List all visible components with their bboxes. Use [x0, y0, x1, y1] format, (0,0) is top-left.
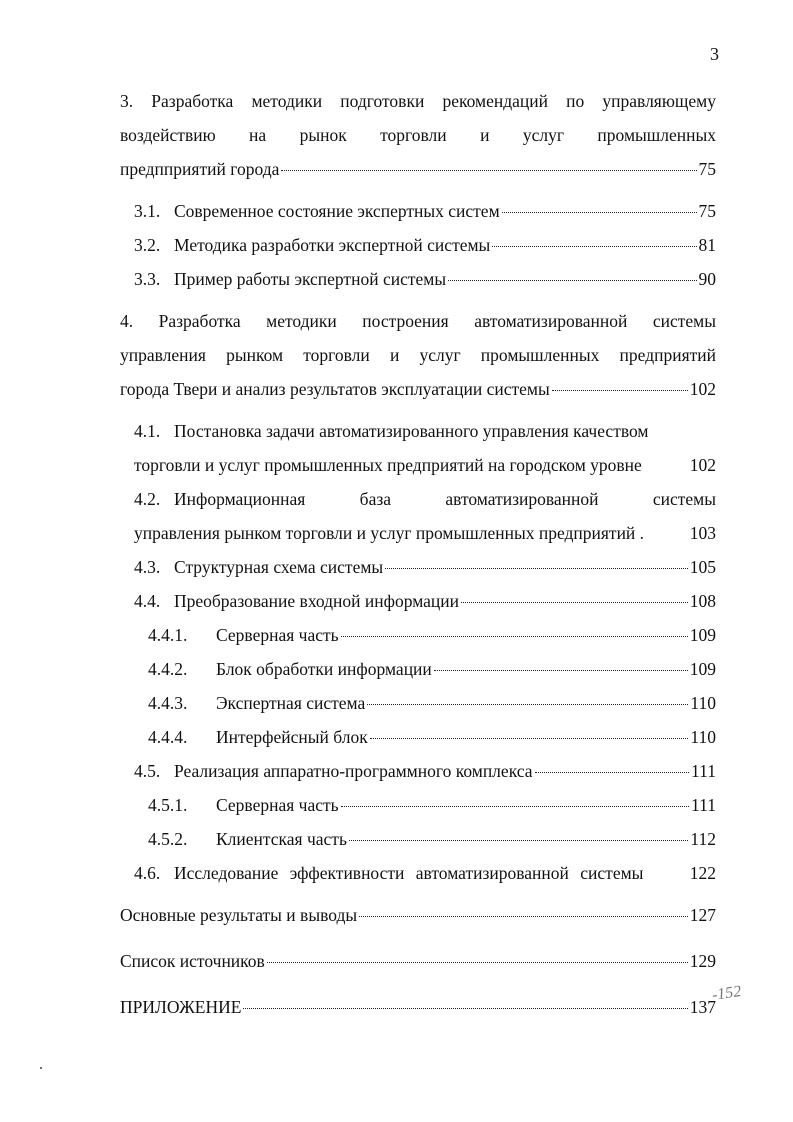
toc-section-3-1[interactable]: [120, 194, 716, 228]
toc-section-number: 4.4.3.: [148, 693, 188, 713]
toc-chapter-3-line3: предпприятий города: [120, 159, 280, 179]
toc-section-title: Серверная часть: [216, 795, 339, 815]
toc-section-4-6[interactable]: [120, 856, 716, 890]
toc-section-number: 4.4.4.: [148, 727, 188, 747]
toc-section-number: 4.5.2.: [148, 829, 188, 849]
toc-chapter-3-line1: 3. Разработка методики подготовки рекомендаций по управляющему: [120, 91, 716, 111]
toc-section-title-line1: Информационная база автоматизированной системы: [174, 489, 716, 509]
toc-subsection-4-5-1[interactable]: [120, 788, 716, 822]
toc-section-title: Структурная схема системы: [174, 557, 384, 577]
toc-page-number: 108: [689, 591, 716, 611]
toc-page-number: 109: [689, 625, 716, 645]
toc-section-number: 4.4.: [134, 591, 161, 611]
toc-section-title-line2: управления рынком торговли и услуг промышленных предприятий .: [134, 523, 645, 543]
toc-subsection-4-4-2[interactable]: [120, 652, 716, 686]
toc-section-title: Реализация аппаратно-программного комплекса: [174, 761, 533, 781]
toc-section-number: 4.1.: [134, 421, 161, 441]
toc-section-4-3[interactable]: [120, 550, 716, 584]
dot-leader: [492, 246, 696, 247]
toc-section-3-2[interactable]: [120, 228, 716, 262]
toc-section-title: Методика разработки экспертной системы: [174, 235, 491, 255]
toc-section-title: ПРИЛОЖЕНИЕ: [120, 997, 242, 1017]
scan-speck: [40, 1067, 42, 1069]
toc-subsection-4-4-1[interactable]: [120, 618, 716, 652]
toc-subsection-4-4-4[interactable]: [120, 720, 716, 754]
toc-section-title: Список источников: [120, 951, 265, 971]
page-number: 3: [710, 44, 719, 64]
toc-section-number: 4.5.: [134, 761, 161, 781]
toc-section-title: Клиентская часть: [216, 829, 347, 849]
dot-leader: [535, 772, 690, 773]
dot-leader: [552, 390, 688, 391]
toc-section-title-line1: Постановка задачи автоматизированного управления качеством: [174, 421, 649, 441]
toc-page-number: 112: [690, 829, 716, 849]
toc-page-number: 111: [691, 761, 716, 781]
toc-page-number: 81: [698, 235, 716, 255]
dot-leader: [341, 636, 688, 637]
toc-section-number: 4.5.1.: [148, 795, 188, 815]
toc-section-title: Блок обработки информации: [216, 659, 432, 679]
dot-leader: [370, 738, 689, 739]
toc-section-number: 4.4.2.: [148, 659, 188, 679]
toc-page-number: 110: [690, 693, 716, 713]
toc-page-number: 75: [698, 159, 716, 179]
dot-leader: [434, 670, 688, 671]
toc-section-number: 4.6.: [134, 863, 161, 883]
toc-page-number: 137: [689, 997, 716, 1017]
toc-page-number: 109: [689, 659, 716, 679]
toc-section-number: 3.2.: [134, 235, 161, 255]
dot-leader: [281, 170, 696, 171]
toc-page-number: 111: [691, 795, 716, 815]
toc-chapter-4-line3: города Твери и анализ результатов эксплуатации системы: [120, 379, 550, 399]
toc-chapter-4[interactable]: [120, 304, 716, 406]
toc-section-4-4[interactable]: [120, 584, 716, 618]
toc-section-number: 4.3.: [134, 557, 161, 577]
toc-section-4-1[interactable]: [120, 414, 716, 482]
toc-page-number: 103: [689, 523, 716, 543]
dot-leader: [502, 212, 697, 213]
toc-page-number: 110: [690, 727, 716, 747]
dot-leader: [359, 916, 688, 917]
toc-chapter-3-line2: воздействию на рынок торговли и услуг промышленных: [120, 125, 716, 145]
toc-section-3-3[interactable]: [120, 262, 716, 296]
dot-leader: [385, 568, 688, 569]
toc-section-number: 3.1.: [134, 201, 161, 221]
dot-leader: [341, 806, 689, 807]
toc-section-4-2[interactable]: [120, 482, 716, 550]
toc-subsection-4-4-3[interactable]: [120, 686, 716, 720]
toc-page-number: 102: [689, 379, 716, 399]
toc-section-number: 4.2.: [134, 489, 161, 509]
toc-subsection-4-5-2[interactable]: [120, 822, 716, 856]
toc-section-number: 3.3.: [134, 269, 161, 289]
toc-chapter-3[interactable]: [120, 84, 716, 186]
dot-leader: [448, 280, 696, 281]
toc-page-number: 102: [689, 455, 716, 475]
dot-leader: [367, 704, 688, 705]
dot-leader: [461, 602, 688, 603]
toc-chapter-4-line2: управления рынком торговли и услуг промышленных предприятий: [120, 345, 716, 365]
table-of-contents: [120, 84, 716, 1024]
toc-page-number: 75: [698, 201, 716, 221]
toc-section-number: 4.4.1.: [148, 625, 188, 645]
toc-page-number: 122: [689, 863, 716, 883]
handwritten-page-annotation: -152: [710, 983, 743, 1004]
toc-section-title: Серверная часть: [216, 625, 339, 645]
toc-section-title-line2: торговли и услуг промышленных предприятий на городском уровне: [134, 455, 642, 475]
toc-results[interactable]: [120, 898, 716, 932]
dot-leader: [243, 1008, 687, 1009]
toc-section-title: Современное состояние экспертных систем: [174, 201, 500, 221]
toc-sources[interactable]: [120, 944, 716, 978]
toc-appendix[interactable]: [120, 990, 716, 1024]
toc-section-title: Основные результаты и выводы: [120, 905, 358, 925]
toc-section-title: Пример работы экспертной системы: [174, 269, 447, 289]
toc-page-number: 90: [698, 269, 716, 289]
toc-section-4-5[interactable]: [120, 754, 716, 788]
toc-section-title: Интерфейсный блок: [216, 727, 368, 747]
toc-page-number: 105: [689, 557, 716, 577]
dot-leader: [349, 840, 688, 841]
toc-page-number: 129: [689, 951, 716, 971]
toc-page-number: 127: [689, 905, 716, 925]
toc-chapter-4-line1: 4. Разработка методики построения автоматизированной системы: [120, 311, 716, 331]
toc-section-title: Исследование эффективности автоматизированной системы: [174, 863, 644, 883]
toc-section-title: Преобразование входной информации: [174, 591, 460, 611]
dot-leader: [267, 962, 688, 963]
toc-section-title: Экспертная система: [216, 693, 366, 713]
